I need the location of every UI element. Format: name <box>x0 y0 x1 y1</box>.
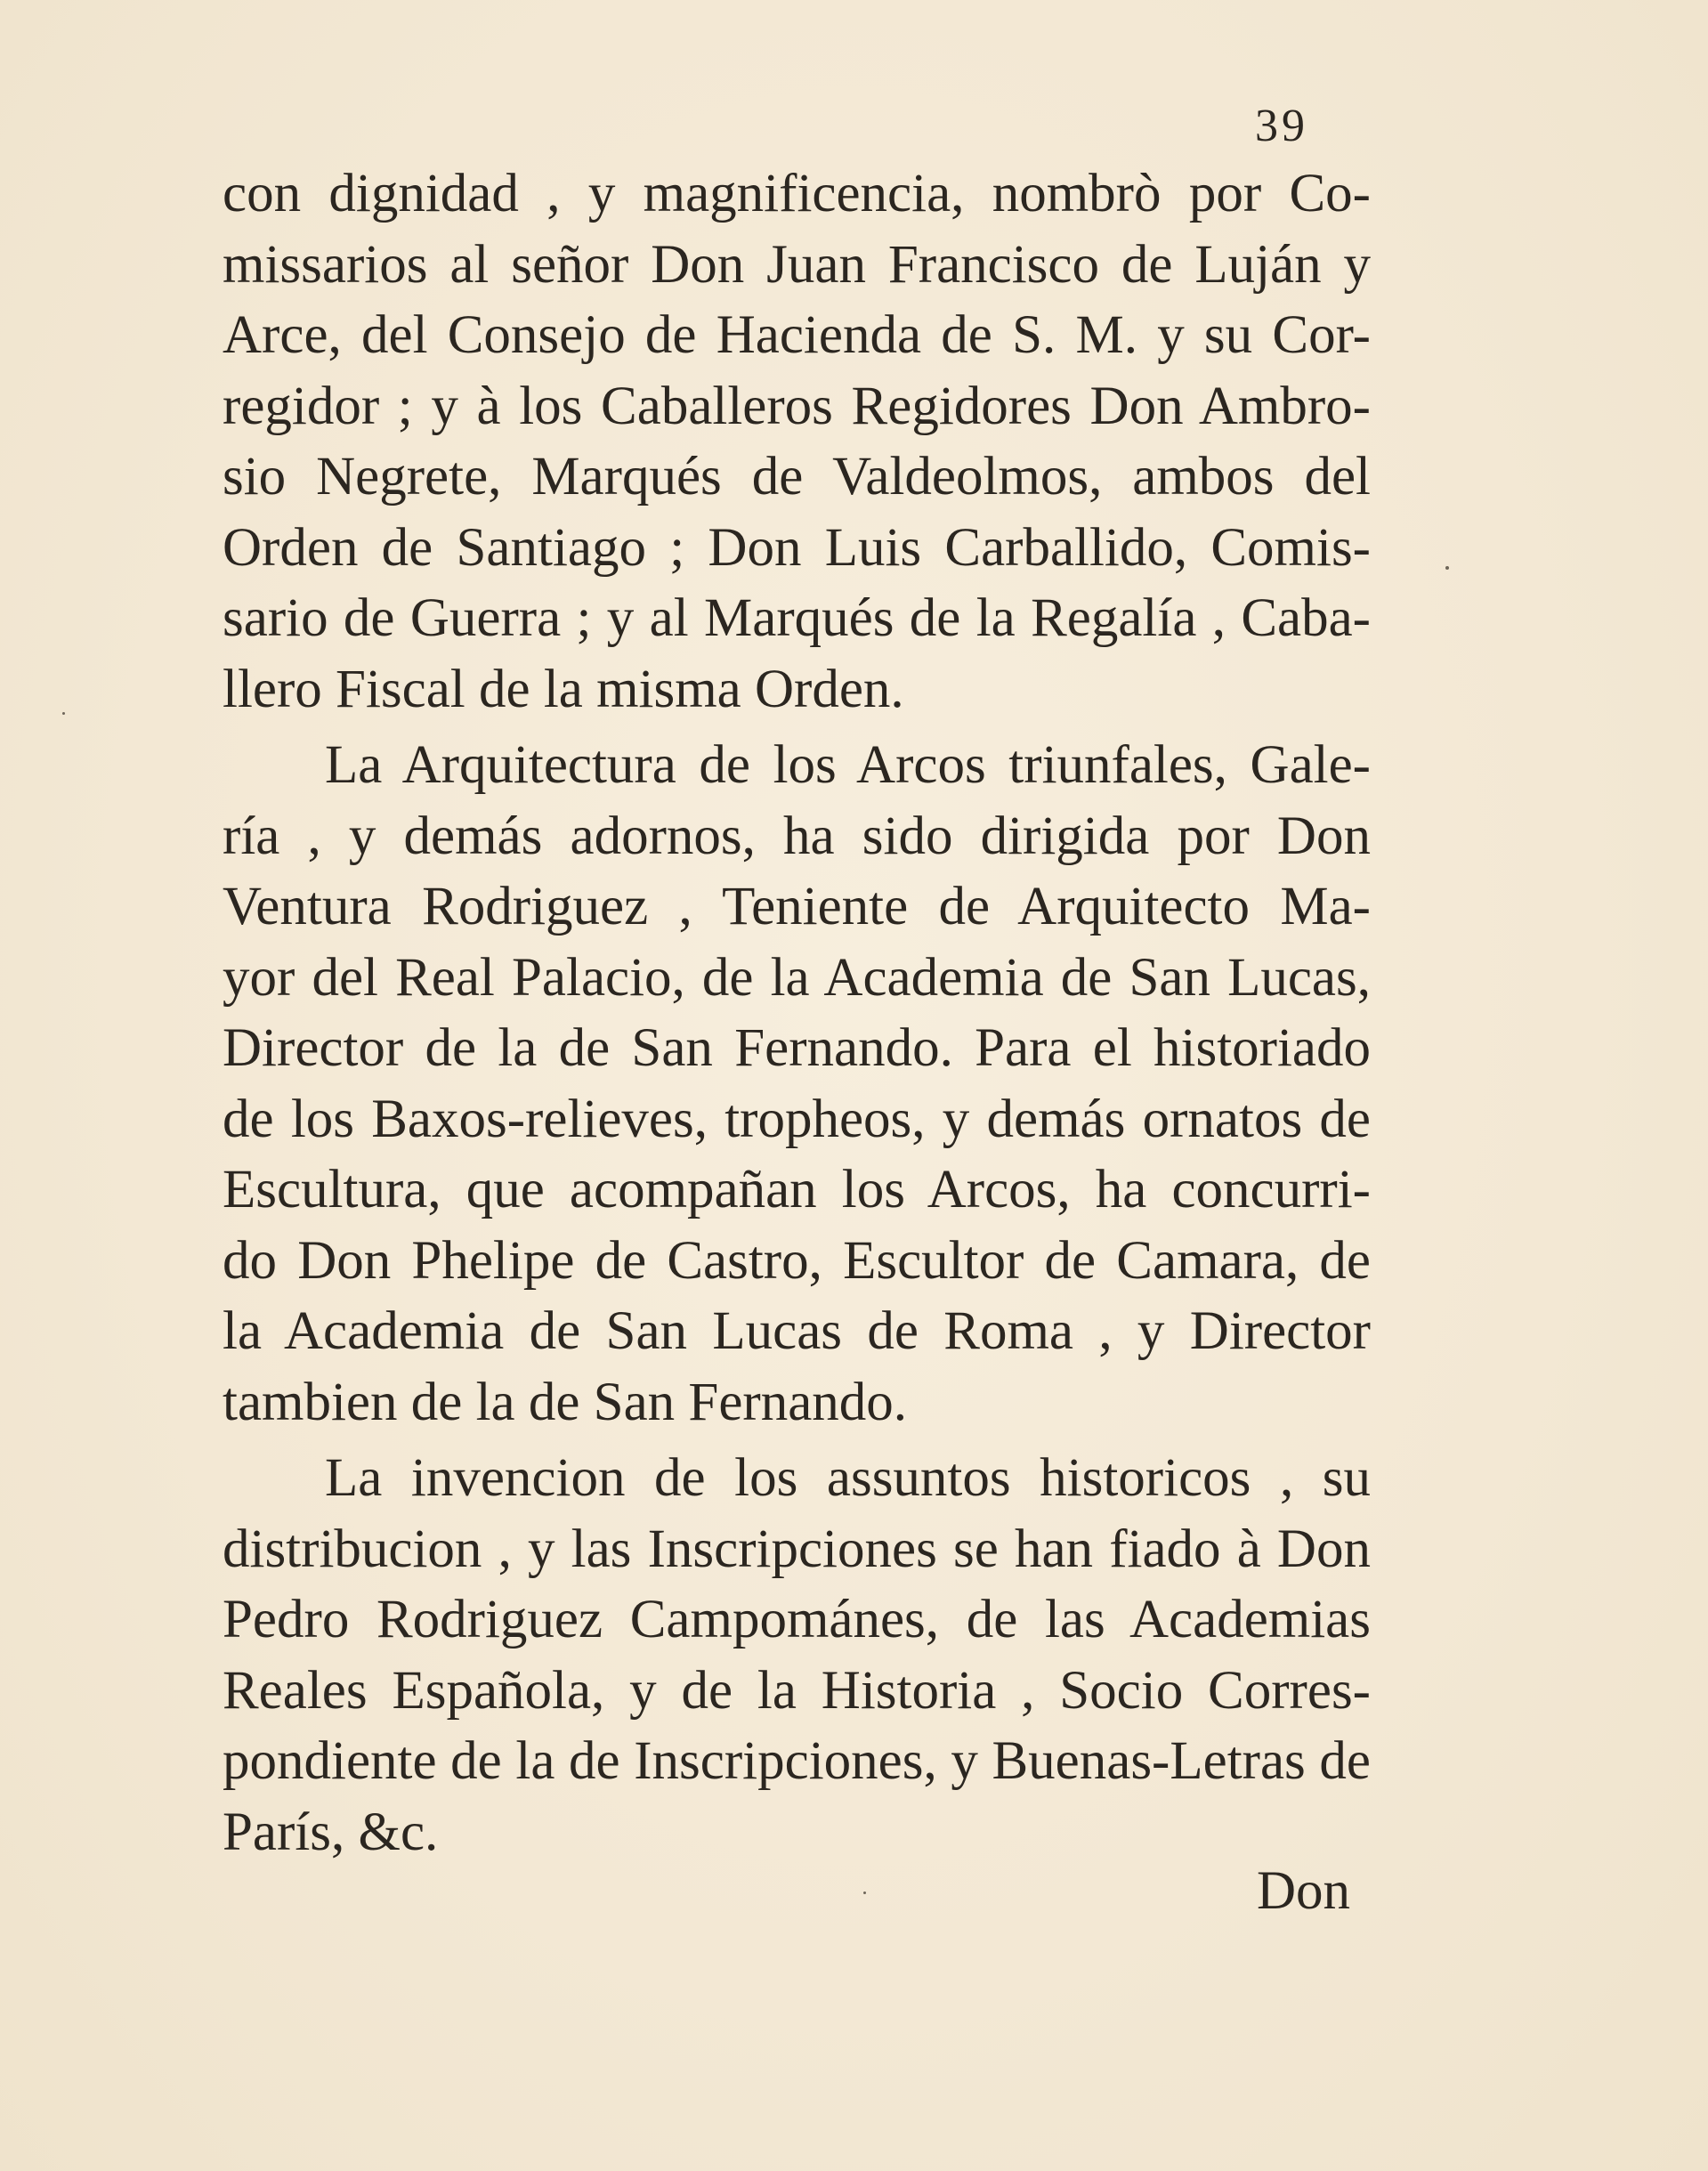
text-line: ría , y demás adornos, ha sido dirigida por Don <box>223 806 1371 866</box>
text-line: Ventura Rodriguez , Teniente de Arquitecto Ma- <box>223 877 1371 936</box>
text-line: Arce, del Consejo de Hacienda de S. M. y su Cor- <box>223 305 1371 365</box>
text-line: llero Fiscal de la misma Orden. <box>223 659 904 719</box>
text-line: sio Negrete, Marqués de Valdeolmos, ambos del <box>223 447 1371 506</box>
paper-speck <box>1445 566 1449 570</box>
body-text <box>223 158 1371 1867</box>
paragraph-1 <box>223 158 1371 725</box>
text-line: sario de Guerra ; y al Marqués de la Regalía , Caba- <box>223 588 1371 648</box>
catchword: Don <box>1257 1861 1351 1921</box>
text-line: do Don Phelipe de Castro, Escultor de Camara, de <box>223 1230 1371 1291</box>
text-line: Reales Española, y de la Historia , Socio Corres- <box>223 1660 1371 1721</box>
paragraph-2 <box>223 730 1371 1438</box>
text-line: regidor ; y à los Caballeros Regidores Don Ambro- <box>223 376 1371 436</box>
text-line: Orden de Santiago ; Don Luis Carballido, Comis- <box>223 517 1371 578</box>
text-line: La invencion de los assuntos historicos , su <box>325 1448 1371 1508</box>
text-line: missarios al señor Don Juan Francisco de Luján y <box>223 234 1371 295</box>
text-line: distribucion , y las Inscripciones se han fiado à Don <box>223 1519 1371 1579</box>
text-line: pondiente de la de Inscripciones, y Buenas-Letras de <box>223 1731 1371 1791</box>
page-number: 39 <box>1255 101 1308 151</box>
text-line: tambien de la de San Fernando. <box>223 1372 908 1432</box>
text-line: París, &c. <box>223 1802 439 1862</box>
text-line: de los Baxos-relieves, tropheos, y demás ornatos de <box>223 1089 1371 1149</box>
text-line: La Arquitectura de los Arcos triunfales, Gale- <box>325 735 1371 795</box>
text-line: Pedro Rodriguez Campománes, de las Academias <box>223 1590 1371 1649</box>
paper-speck <box>863 1892 866 1894</box>
paragraph-3 <box>223 1443 1371 1867</box>
text-line: Director de la de San Fernando. Para el historiado <box>223 1018 1371 1078</box>
text-line: Escultura, que acompañan los Arcos, ha concurri- <box>223 1160 1371 1219</box>
text-line: yor del Real Palacio, de la Academia de San Lucas, <box>223 947 1371 1008</box>
text-line: con dignidad , y magnificencia, nombrò por Co- <box>223 164 1371 223</box>
text-line: la Academia de San Lucas de Roma , y Director <box>223 1301 1371 1361</box>
paper-speck <box>62 712 65 715</box>
